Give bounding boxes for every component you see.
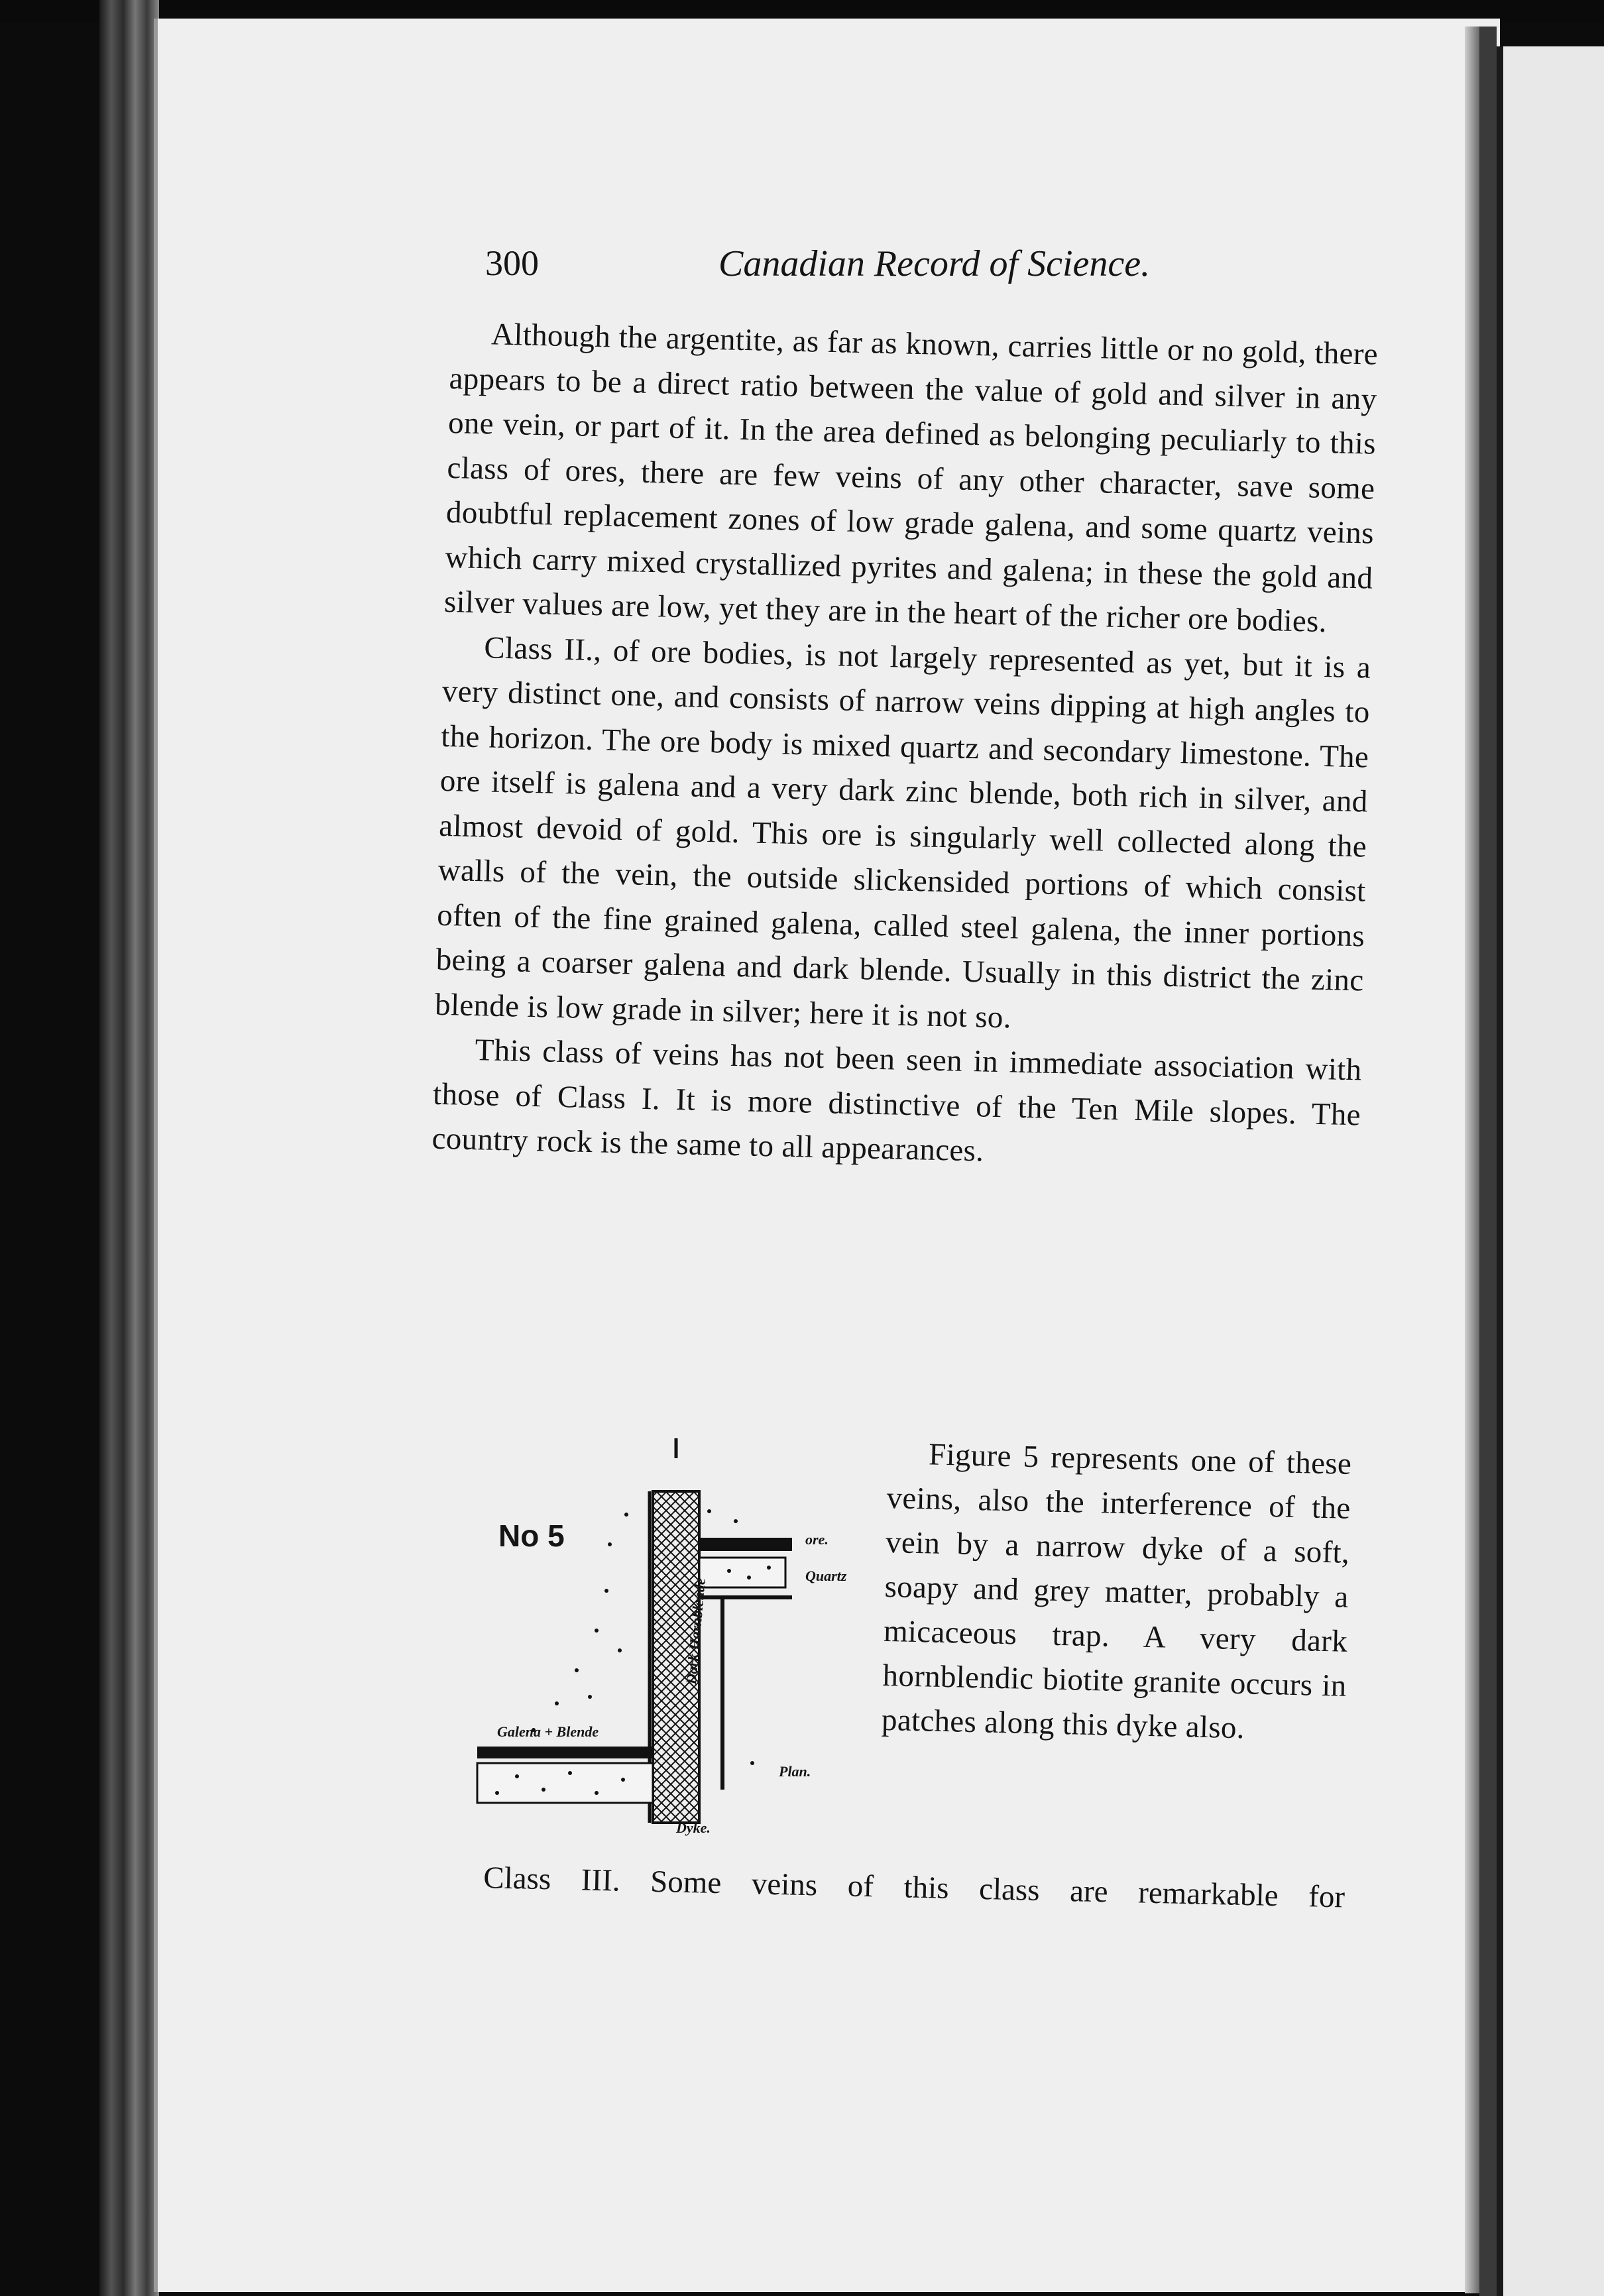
- facing-page-edge: [1497, 46, 1604, 2296]
- note-plan: Plan.: [779, 1763, 811, 1780]
- figure-5-sketch: [457, 1432, 882, 1849]
- paragraph-text: Class II., of ore bodies, is not largely represented as yet, but it is a very distinct one, and consists of narrow veins dipping at high angles to the horizon. The ore body is mixed quartz and secondary limestone. The ore itself is galena and a very dark zinc blende, both rich in silver, and almost devoid of gold. This ore is singularly well collected along the walls of the vein, the outside slickensided portions of which consist often of the fine grained galena, called steel galena, the inner portions being a coarser galena and dark blende. Usually in this district the zinc blende is low grade in silver; here it is not so.: [434, 630, 1371, 1035]
- paragraph-veins: [431, 1027, 1362, 1182]
- note-ore: ore.: [805, 1531, 829, 1548]
- page-header: [485, 243, 1380, 296]
- quartz-band-right: [699, 1558, 785, 1587]
- note-dyke: Dyke.: [676, 1819, 711, 1836]
- paragraph-argentite: [443, 312, 1378, 646]
- quartz-band-left: [477, 1763, 653, 1803]
- book-binding-edge: [99, 0, 159, 2296]
- paragraph-class-ii: [434, 624, 1371, 1048]
- paragraph-text: This class of veins has not been seen in immediate association with those of Class I. It is more distinctive of the Ten Mile slopes. The country rock is the same to all appearances.: [431, 1033, 1362, 1169]
- gutter-dark-band: [1479, 27, 1497, 2296]
- figure-5-caption: [878, 1432, 1351, 1866]
- running-title: Canadian Record of Science.: [718, 243, 1151, 284]
- note-galena: Galena + Blende: [497, 1723, 599, 1740]
- caption-text: Figure 5 represents one of these veins, also the interference of the vein by a narrow dyke of a soft, soapy and grey matter, probably a micaceous trap. A very dark hornblendic biotite granite occurs in patches along this dyke also.: [881, 1437, 1352, 1746]
- paragraph-text: Although the argentite, as far as known, carries little or no gold, there appears to be a direct ratio between the value of gold and silver in any one vein, or part of it. In the area defined as belonging peculiarly to this class of ores, there are few veins of any other character, save some doubtful replacement zones of low grade galena, and some quartz veins which carry mixed crystallized pyrites and galena; in these the gold and silver values are low, yet they are in the heart of the richer ore bodies.: [443, 317, 1379, 640]
- caption-paragraph: [881, 1432, 1351, 1753]
- figure-number-label: No 5: [498, 1519, 565, 1553]
- ore-band-right: [699, 1538, 792, 1551]
- class-iii-line: Class III. Some veins of this class are remarkable for: [483, 1860, 1346, 1915]
- page-gutter-shadow: [1465, 27, 1479, 2293]
- page-number: 300: [485, 243, 539, 283]
- note-quartz: Quartz: [805, 1568, 847, 1584]
- note-blende: Dark Hornblende: [683, 1577, 709, 1686]
- vein-diagram: [457, 1432, 882, 1849]
- galena-band-left: [477, 1747, 653, 1758]
